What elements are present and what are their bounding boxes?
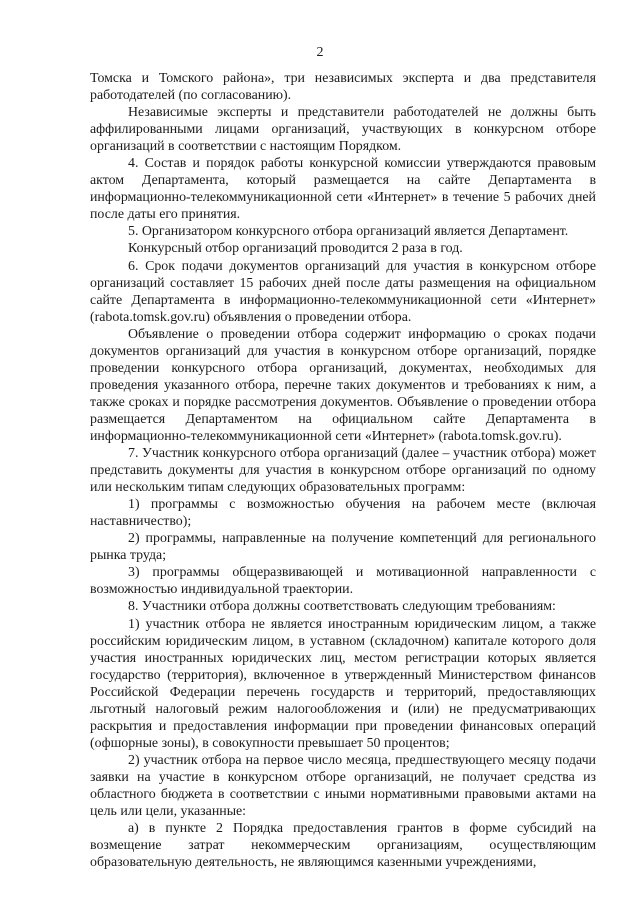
list-item: 2) участник отбора на первое число месяца, предшествующего месяцу подачи заявки на участие в конкурсном отборе организаций, не получает средства из областного бюджета в соответствии с иными нормативными правовыми актами на цель или цели, указанные: — [90, 752, 596, 820]
list-item: 1) участник отбора не является иностранным юридическим лицом, а также российским юридическим лицом, в уставном (складочном) капитале которого доля участия иностранных юридических лиц, местом регистрации которых является государство (территория), включенное в утвержденный Министерством финансов Российской Федерации перечень государств и территорий, предоставляющих льготный налоговый режим налогообложения и (или) не предусматривающих раскрытия и предоставления информации при проведении финансовых операций (офшорные зоны), в совокупности превышает 50 процентов; — [90, 616, 596, 751]
paragraph: Независимые эксперты и представители работодателей не должны быть аффилированными лицами организаций, участвующих в конкурсном отборе организаций в соответствии с настоящим Порядком. — [90, 105, 596, 155]
paragraph: 4. Состав и порядок работы конкурсной комиссии утверждаются правовым актом Департамента, который размещается на сайте Департамента в информационно-телекоммуникационной сети «Интернет» в течение 5 рабочих дней после даты его принятия. — [90, 156, 596, 223]
paragraph: Объявление о проведении отбора содержит информацию о сроках подачи документов организаций для участия в конкурсном отборе организаций, порядке проведении конкурсного отбора организаций, документах, необходимых для проведения указанного отбора, перечне таких документов и требованиях к ним, а также сроках и порядке рассмотрения документов. Объявление о проведении отбора размещается Департаментом на официальном сайте Департамента в информационно-телекоммуникационной сети «Интернет» (rabota.tomsk.gov.ru). — [90, 326, 596, 444]
paragraph: 5. Организатором конкурсного отбора организаций является Департамент. — [128, 224, 569, 240]
list-item: 1) программы с возможностью обучения на рабочем месте (включая наставничество); — [90, 497, 596, 530]
paragraph: 6. Срок подачи документов организаций для участия в конкурсном отборе организаций составляет 15 рабочих дней после даты размещения на официальном сайте Департамента в информационно-телекоммуникационной сети «Интернет» (rabota.tomsk.gov.ru) объявления о проведении отбора. — [90, 258, 596, 325]
document-body — [90, 70, 596, 871]
paragraph: 8. Участники отбора должны соответствовать следующим требованиям: — [128, 599, 556, 615]
paragraph: Конкурсный отбор организаций проводится 2 раза в год. — [128, 241, 463, 257]
list-item: 2) программы, направленные на получение компетенций для регионального рынка труда; — [90, 531, 596, 564]
list-item: а) в пункте 2 Порядка предоставления грантов в форме субсидий на возмещение затрат некоммерческим организациям, осуществляющим образовательную деятельность, не являющимся казенными учреждениями, — [90, 821, 596, 871]
paragraph-continuation: Томска и Томского района», три независимых эксперта и два представителя работодателей (по согласованию). — [90, 71, 596, 104]
paragraph: 7. Участник конкурсного отбора организаций (далее – участник отбора) может представить документы для участия в конкурсном отборе организаций по одному или нескольким типам следующих образовательных программ: — [90, 446, 596, 496]
page-number: 2 — [316, 45, 324, 60]
list-item: 3) программы общеразвивающей и мотивационной направленности с возможностью индивидуальной траектории. — [90, 565, 596, 598]
